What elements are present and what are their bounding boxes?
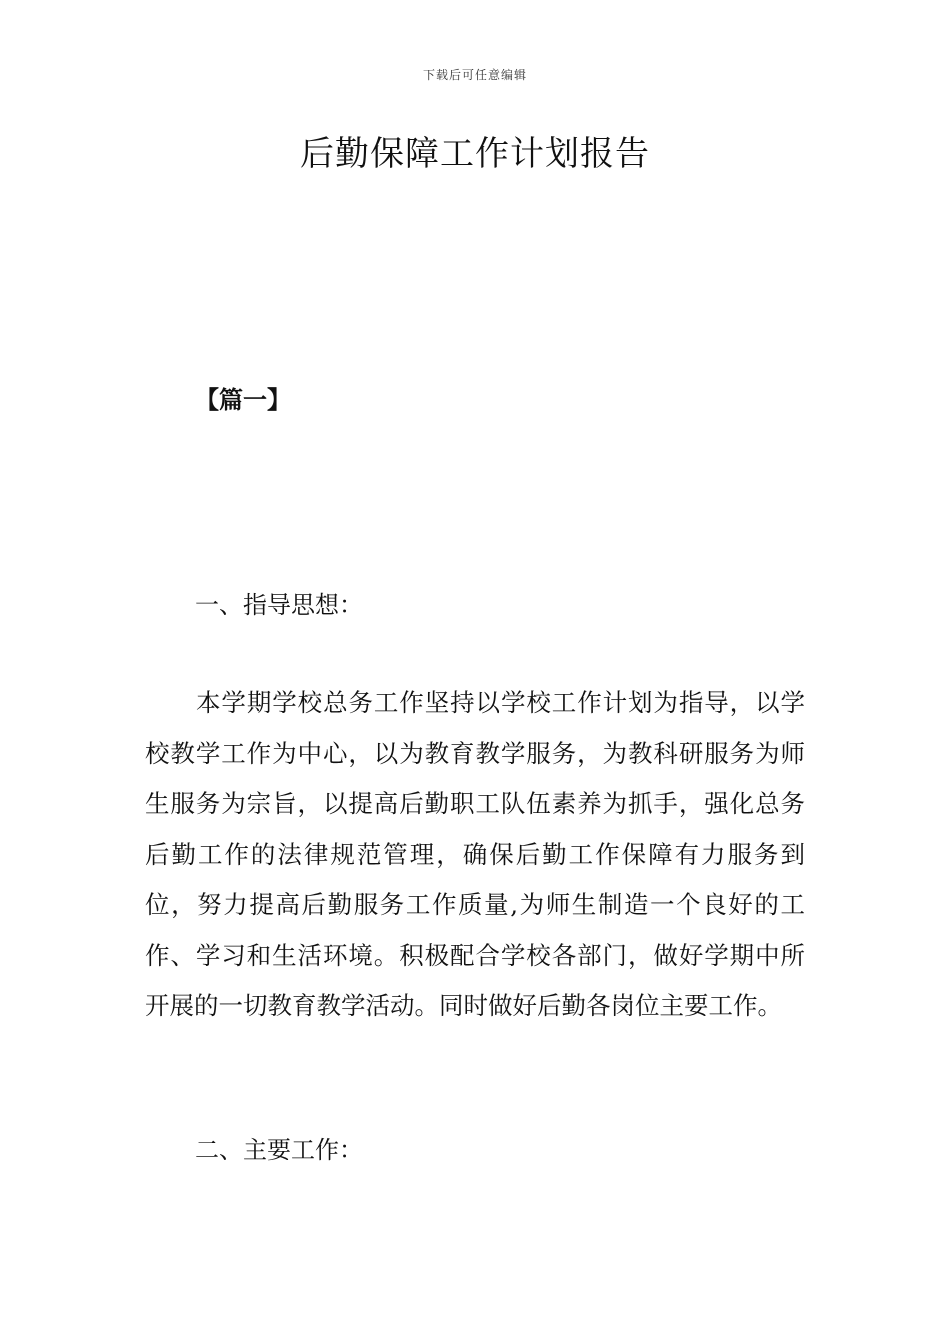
header-note: 下载后可任意编辑 xyxy=(422,68,527,82)
heading-guiding-ideology: 一、指导思想： xyxy=(195,591,363,619)
section-marker: 【篇一】 xyxy=(195,386,291,414)
body-paragraph: 本学期学校总务工作坚持以学校工作计划为指导，以学校教学工作为中心，以为教育教学服务，为教科研服务为师生服务为宗旨，以提高后勤职工队伍素养为抓手，强化总务后勤工作的法律规范管理，确保后勤工作保障有力服务到位，努力提高后勤服务工作质量,为师生制造一个良好的工作、学习和生活环境。积极配合学校各部门，做好学期中所开展的一切教育教学活动。同时做好后勤各岗位主要工作。 xyxy=(145,688,805,1020)
document-title: 后勤保障工作计划报告 xyxy=(300,134,650,174)
heading-main-work: 二、主要工作： xyxy=(195,1136,363,1164)
